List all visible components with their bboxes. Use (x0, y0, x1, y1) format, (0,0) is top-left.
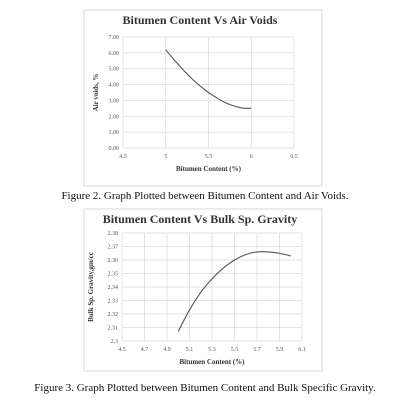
air-voids-chart-panel (0, 0, 410, 186)
chart2-y-axis-label: Bulk Sp. Gravity,gm/cc (87, 252, 95, 322)
chart1-y-tick-label: 3.00 (108, 98, 119, 105)
chart2-x-tick-label: 4.5 (118, 347, 126, 353)
chart2-y-tick-label: 2.31 (107, 325, 118, 332)
chart1-y-tick-label: 4.00 (108, 82, 119, 89)
chart1-x-axis-label: Bitumen Content (%) (176, 165, 241, 173)
chart2-title: Bitumen Content Vs Bulk Sp. Gravity (102, 212, 298, 226)
figure-3-caption: Figure 3. Graph Plotted between Bitumen Content and Bulk Specific Gravity. (34, 382, 376, 394)
chart1-y-tick-label: 6.00 (108, 50, 119, 57)
chart1-title: Bitumen Content Vs Air Voids (122, 13, 278, 27)
chart2-x-axis-label: Bitumen Content (%) (179, 358, 245, 366)
chart2-y-tick-label: 2.38 (107, 231, 118, 237)
chart2-x-tick-label: 6.1 (298, 347, 306, 353)
chart1-x-tick-label: 5.5 (204, 154, 213, 160)
chart2-y-tick-label: 2.37 (107, 244, 118, 251)
chart2-x-tick-label: 5.7 (253, 347, 261, 353)
chart2-y-tick-label: 2.32 (107, 312, 118, 318)
chart1-x-tick-label: 5 (164, 154, 168, 160)
chart2-y-tick-label: 2.34 (107, 285, 118, 291)
chart2-x-tick-label: 5.9 (275, 347, 284, 353)
chart1-y-tick-label: 0.00 (108, 146, 119, 152)
bulk-gravity-chart-panel (0, 203, 410, 371)
air-voids-chart (0, 0, 410, 186)
chart1-y-tick-label: 7.00 (108, 35, 119, 41)
chart1-y-tick-label: 2.00 (108, 114, 119, 121)
chart1-y-axis-label: Air voids, % (92, 73, 100, 112)
chart2-y-tick-label: 2.35 (107, 271, 118, 278)
chart2-y-tick-label: 2.36 (107, 258, 118, 264)
bulk-gravity-chart (0, 203, 410, 371)
chart2-x-tick-label: 5.3 (208, 347, 216, 353)
figure-2-caption: Figure 2. Graph Plotted between Bitumen Content and Air Voids. (61, 190, 349, 202)
chart1-y-tick-label: 5.00 (108, 66, 119, 73)
chart2-x-tick-label: 4.9 (163, 347, 171, 353)
chart1-y-tick-label: 1.00 (108, 130, 119, 137)
chart2-x-tick-label: 4.7 (140, 347, 149, 353)
chart2-y-tick-label: 2.33 (107, 298, 118, 305)
chart2-x-tick-label: 5.1 (185, 347, 194, 353)
chart1-x-tick-label: 6.5 (290, 154, 298, 160)
chart1-x-tick-label: 6 (249, 154, 253, 160)
chart2-x-tick-label: 5.5 (230, 347, 239, 353)
chart2-y-tick-label: 2.3 (110, 339, 118, 345)
chart1-x-tick-label: 4.5 (119, 154, 127, 160)
